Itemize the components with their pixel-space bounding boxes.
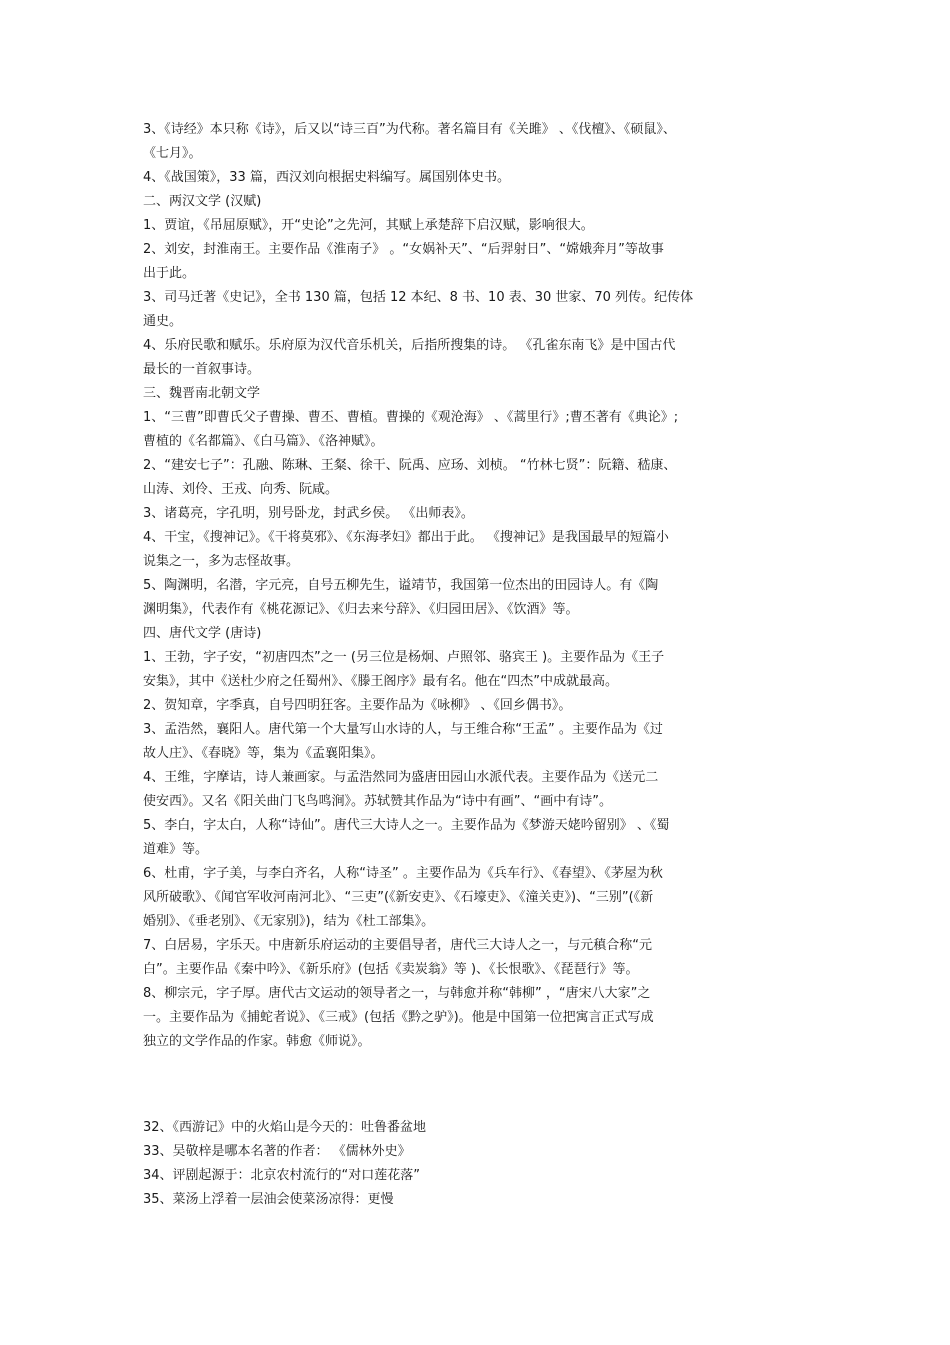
text-line: 出于此。: [143, 266, 196, 281]
quiz-line: 35、菜汤上浮着一层油会使菜汤凉得：更慢: [143, 1192, 394, 1207]
text-line: 3、司马迁著《史记》，全书 130 篇，包括 12 本纪、8 书、10 表、30 世家、70 列传。纪传体: [143, 290, 694, 305]
text-line: 1、王勃，字子安，“初唐四杰”之一 (另三位是杨炯、卢照邻、骆宾王 )。主要作品为《王子: [143, 650, 665, 665]
text-line: 《七月》。: [143, 146, 202, 161]
section-heading: 三、魏晋南北朝文学: [143, 386, 261, 401]
text-line: 2、贺知章，字季真，自号四明狂客。主要作品为《咏柳》 、《回乡偶书》。: [143, 698, 572, 713]
text-line: 安集》，其中《送杜少府之任蜀州》、《滕王阁序》最有名。他在“四杰”中成就最高。: [143, 674, 618, 689]
text-line: 4、王维，字摩诘，诗人兼画家。与孟浩然同为盛唐田园山水派代表。主要作品为《送元二: [143, 770, 659, 785]
text-line: 3、诸葛亮，字孔明，别号卧龙，封武乡侯。 《出师表》。: [143, 506, 474, 521]
text-line: 一。主要作品为《捕蛇者说》、《三戒》(包括《黔之驴》)。他是中国第一位把寓言正式写成: [143, 1010, 654, 1025]
text-line: 道难》等。: [143, 842, 209, 857]
text-line: 7、白居易，字乐天。中唐新乐府运动的主要倡导者，唐代三大诗人之一，与元稹合称“元: [143, 938, 653, 953]
text-line: 2、刘安，封淮南王。主要作品《淮南子》 。“女娲补天”、“后羿射日”、“嫦娥奔月”等故事: [143, 242, 664, 257]
quiz-answers: [143, 1116, 811, 1212]
text-line: 说集之一，多为志怪故事。: [143, 554, 300, 569]
text-line: 山涛、刘伶、王戎、向秀、阮咸。: [143, 482, 339, 497]
text-line: 最长的一首叙事诗。: [143, 362, 261, 377]
text-line: 使安西》。又名《阳关曲门飞鸟鸣涧》。苏轼赞其作品为“诗中有画”、“画中有诗”。: [143, 794, 612, 809]
text-line: 2、“建安七子”：孔融、陈琳、王粲、徐干、阮禹、应玚、刘桢。 “竹林七贤”：阮籍、嵇康、: [143, 458, 677, 473]
text-line: 3、《诗经》本只称《诗》，后又以“诗三百”为代称。著名篇目有《关雎》 、《伐檀》、《硕鼠》、: [143, 122, 676, 137]
text-line: 4、《战国策》，33 篇，西汉刘向根据史料编写。属国别体史书。: [143, 170, 510, 185]
section-heading: 四、唐代文学 (唐诗): [143, 626, 262, 641]
section-heading: 二、两汉文学 (汉赋): [143, 194, 262, 209]
text-line: 8、柳宗元，字子厚。唐代古文运动的领导者之一，与韩愈并称“韩柳” ，“唐宋八大家”之: [143, 986, 651, 1001]
text-line: 婚别》、《垂老别》、《无家别》)，结为《杜工部集》。: [143, 914, 435, 929]
text-line: 故人庄》、《春晓》等，集为《孟襄阳集》。: [143, 746, 384, 761]
text-line: 渊明集》，代表作有《桃花源记》、《归去来兮辞》、《归园田居》、《饮酒》等。: [143, 602, 579, 617]
text-line: 4、干宝，《搜神记》。《干将莫邪》、《东海孝妇》都出于此。 《搜神记》是我国最早的短篇小: [143, 530, 669, 545]
text-line: 曹植的《名都篇》、《白马篇》、《洛神赋》。: [143, 434, 384, 449]
quiz-line: 32、《西游记》中的火焰山是今天的：吐鲁番盆地: [143, 1120, 427, 1135]
text-line: 4、乐府民歌和赋乐。乐府原为汉代音乐机关，后指所搜集的诗。 《孔雀东南飞》是中国古代: [143, 338, 676, 353]
quiz-line: 34、评剧起源于：北京农村流行的“对口莲花落”: [143, 1168, 421, 1183]
text-line: 5、李白，字太白，人称“诗仙”。唐代三大诗人之一。主要作品为《梦游天姥吟留别》 、《蜀: [143, 818, 670, 833]
text-line: 风所破歌》、《闻官军收河南河北》、“三吏”(《新安吏》、《石壕吏》、《潼关吏》)、“三别”(《新: [143, 890, 654, 905]
text-line: 1、贾谊，《吊屈原赋》，开“史论”之先河，其赋上承楚辞下启汉赋，影响很大。: [143, 218, 594, 233]
text-line: 独立的文学作品的作家。韩愈《师说》。: [143, 1034, 371, 1049]
literature-notes: [143, 118, 811, 1054]
text-line: 3、孟浩然，襄阳人。唐代第一个大量写山水诗的人，与王维合称“王孟” 。主要作品为《过: [143, 722, 663, 737]
text-line: 白”。主要作品《秦中吟》、《新乐府》(包括《卖炭翁》等 )、《长恨歌》、《琵琶行》等。: [143, 962, 639, 977]
text-line: 6、杜甫，字子美，与李白齐名，人称“诗圣” 。主要作品为《兵车行》、《春望》、《茅屋为秋: [143, 866, 663, 881]
text-line: 1、“三曹”即曹氏父子曹操、曹丕、曹植。曹操的《观沧海》 、《蒿里行》;曹丕著有《典论》;: [143, 410, 679, 425]
quiz-line: 33、吴敬梓是哪本名著的作者： 《儒林外史》: [143, 1144, 411, 1159]
text-line: 通史。: [143, 314, 183, 329]
text-line: 5、陶渊明，名潜，字元亮，自号五柳先生，谥靖节，我国第一位杰出的田园诗人。有《陶: [143, 578, 659, 593]
